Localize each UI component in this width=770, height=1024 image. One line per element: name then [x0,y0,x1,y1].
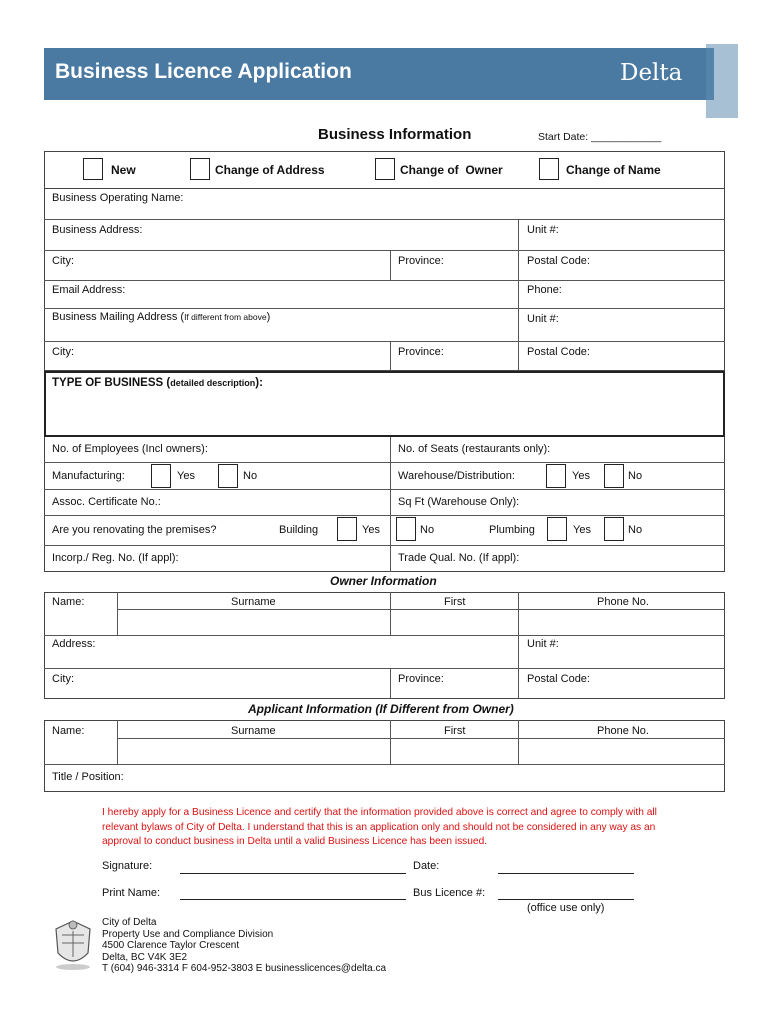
declaration-line-3: approval to conduct business in Delta until a valid Business Licence has been issued. [102,836,488,847]
owner-phone-label: Phone No. [597,596,649,608]
city-crest-icon [50,917,96,973]
trade-qual-field[interactable]: Trade Qual. No. (If appl): [398,552,520,564]
new-label: New [111,163,136,177]
change-name-checkbox[interactable] [539,158,559,180]
building-yes-label: Yes [362,524,380,536]
building-label: Building [279,524,319,536]
change-owner-label: Change of Owner [400,163,503,177]
manufacturing-no-checkbox[interactable] [218,464,238,488]
footer-line-2: Property Use and Compliance Division [102,928,274,940]
owner-phone-input[interactable] [519,610,724,635]
date-label: Date: [413,860,440,872]
change-owner-checkbox[interactable] [375,158,395,180]
office-use-note: (office use only) [527,902,605,914]
applicant-first-label: First [444,725,466,737]
renovating-label: Are you renovating the premises? [52,524,217,536]
mailing-address-label: Business Mailing Address ( [52,311,185,323]
signature-label: Signature: [102,860,153,872]
date-line[interactable] [498,873,634,874]
business-address-field[interactable]: Business Address: [52,224,143,236]
applicant-phone-label: Phone No. [597,725,649,737]
print-name-label: Print Name: [102,887,161,899]
footer-line-1: City of Delta [102,917,157,928]
owner-first-input[interactable] [391,610,518,635]
warehouse-no-label: No [628,470,643,482]
declaration-line-2: relevant bylaws of City of Delta. I understand that this is an application only and should not be considered in any way as an [102,821,656,833]
bus-licence-line[interactable] [498,899,634,900]
province-field[interactable]: Province: [398,255,444,267]
mailing-province-field[interactable]: Province: [398,346,444,358]
owner-surname-input[interactable] [118,610,390,635]
manufacturing-yes-checkbox[interactable] [151,464,171,488]
plumbing-label: Plumbing [489,524,535,536]
footer-contact [102,917,386,975]
change-name-label: Change of Name [566,163,661,177]
building-no-label: No [420,524,435,536]
declaration-text [102,806,722,850]
print-name-line[interactable] [180,899,406,900]
mailing-postal-field[interactable]: Postal Code: [527,346,590,358]
mailing-address-note: If different from above [184,312,267,322]
plumbing-yes-checkbox[interactable] [547,517,567,541]
owner-first-label: First [444,596,466,608]
type-close: ): [255,377,263,389]
mailing-address-close: ) [266,311,271,323]
business-info-title: Business Information [318,126,472,143]
declaration-line-1: I hereby apply for a Business Licence and certify that the information provided above is correct and agree to comply with all [102,807,657,818]
new-checkbox[interactable] [83,158,103,180]
mailing-city-field[interactable]: City: [52,346,74,358]
start-date-label[interactable]: Start Date: ____________ [538,131,662,143]
mailing-unit-field[interactable]: Unit #: [527,313,559,325]
warehouse-yes-label: Yes [572,470,590,482]
delta-logo: Delta [620,60,683,86]
signature-line[interactable] [180,873,406,874]
phone-field[interactable]: Phone: [527,284,562,296]
owner-address-field[interactable]: Address: [52,638,96,650]
owner-city-field[interactable]: City: [52,673,74,685]
manufacturing-label: Manufacturing: [52,470,125,482]
incorp-field[interactable]: Incorp./ Reg. No. (If appl): [52,552,179,564]
footer-line-4: Delta, BC V4K 3E2 [102,951,188,963]
owner-surname-label: Surname [231,596,276,608]
plumbing-yes-label: Yes [573,524,591,536]
owner-unit-field[interactable]: Unit #: [527,638,559,650]
employees-field[interactable]: No. of Employees (Incl owners): [52,443,208,455]
plumbing-no-label: No [628,524,643,536]
assoc-certificate-field[interactable]: Assoc. Certificate No.: [52,496,161,508]
applicant-title-field[interactable]: Title / Position: [52,771,124,783]
owner-name-label: Name: [52,596,85,608]
applicant-first-input[interactable] [391,739,518,764]
operating-name-field[interactable]: Business Operating Name: [52,192,184,204]
plumbing-no-checkbox[interactable] [604,517,624,541]
owner-info-title: Owner Information [330,574,437,588]
postal-code-field[interactable]: Postal Code: [527,255,590,267]
applicant-surname-label: Surname [231,725,276,737]
type-label: TYPE OF BUSINESS ( [52,377,171,389]
building-yes-checkbox[interactable] [337,517,357,541]
owner-postal-field[interactable]: Postal Code: [527,673,590,685]
change-address-label: Change of Address [215,163,325,177]
footer-line-5: T (604) 946-3314 F 604-952-3803 E businesslicences@delta.ca [102,963,387,975]
type-of-business-label [52,377,263,389]
email-field[interactable]: Email Address: [52,284,126,296]
city-field[interactable]: City: [52,255,74,267]
seats-field[interactable]: No. of Seats (restaurants only): [398,443,551,455]
building-no-checkbox[interactable] [396,517,416,541]
mailing-address-field[interactable] [52,311,270,323]
applicant-surname-input[interactable] [118,739,390,764]
applicant-phone-input[interactable] [519,739,724,764]
banner-edge [706,44,738,118]
change-address-checkbox[interactable] [190,158,210,180]
footer-line-3: 4500 Clarence Taylor Crescent [102,940,240,952]
applicant-name-label: Name: [52,725,85,737]
unit-field[interactable]: Unit #: [527,224,559,236]
bus-licence-label: Bus Licence #: [413,887,486,899]
warehouse-yes-checkbox[interactable] [546,464,566,488]
owner-province-field[interactable]: Province: [398,673,444,685]
manufacturing-yes-label: Yes [177,470,195,482]
form-title: Business Licence Application [55,60,352,83]
manufacturing-no-label: No [243,470,258,482]
type-note: detailed description [170,378,256,388]
warehouse-label: Warehouse/Distribution: [398,470,515,482]
applicant-info-title: Applicant Information (If Different from Owner) [248,702,514,716]
warehouse-no-checkbox[interactable] [604,464,624,488]
sqft-field[interactable]: Sq Ft (Warehouse Only): [398,496,520,508]
